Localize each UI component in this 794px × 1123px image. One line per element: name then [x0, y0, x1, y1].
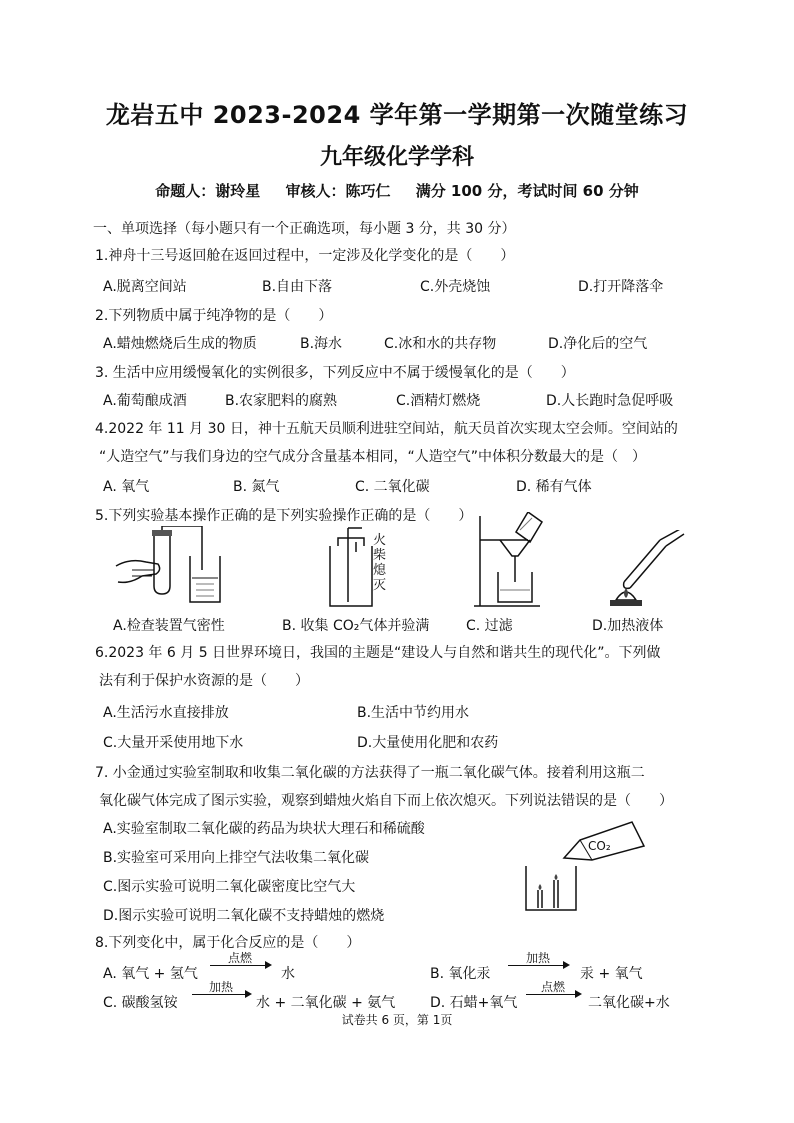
- q5-option-b: B. 收集 CO₂气体并验满: [282, 618, 430, 634]
- q3-option-a: A.葡萄酿成酒: [103, 393, 187, 409]
- q7-option-d: D.图示实验可说明二氧化碳不支持蜡烛的燃烧: [103, 908, 385, 924]
- page-footer: 试卷共 6 页，第 1页: [341, 1013, 453, 1027]
- q4-option-c: C. 二氧化碳: [355, 479, 430, 495]
- co2-bottle-label: CO₂: [588, 839, 611, 853]
- reaction-arrow-icon: [210, 965, 270, 966]
- author: 命题人：谢玲星: [155, 182, 261, 200]
- q3-stem: 3. 生活中应用缓慢氧化的实例很多，下列反应中不属于缓慢氧化的是（ ）: [95, 365, 575, 381]
- q8-option-c-right: 水 + 二氧化碳 + 氨气: [256, 995, 396, 1011]
- q8-option-d-arrow: [526, 980, 580, 995]
- q6-stem-line2: 法有利于保护水资源的是（ ）: [99, 673, 309, 689]
- exam-meta: [0, 180, 794, 201]
- q8-option-d-right: 二氧化碳+水: [588, 995, 670, 1011]
- q4-option-b: B. 氮气: [233, 479, 280, 495]
- co2-candle-figure: [520, 820, 660, 916]
- q6-option-d: D.大量使用化肥和农药: [357, 735, 499, 751]
- q2-stem: 2.下列物质中属于纯净物的是（ ）: [95, 308, 333, 324]
- match-extinguished-label: 火柴熄灭: [373, 533, 387, 593]
- q4-option-d: D. 稀有气体: [516, 479, 592, 495]
- q8-option-a-left: A. 氧气 + 氢气: [103, 966, 198, 982]
- q7-option-c: C.图示实验可说明二氧化碳密度比空气大: [103, 879, 356, 895]
- q4-option-a: A. 氧气: [103, 479, 150, 495]
- q5-option-c: C. 过滤: [466, 618, 513, 634]
- exam-title: 龙岩五中 2023-2024 学年第一学期第一次随堂练习: [105, 101, 689, 129]
- q8-option-a-condition: 点燃: [227, 951, 252, 965]
- reaction-arrow-icon: [508, 965, 568, 966]
- q1-option-a: A.脱离空间站: [103, 279, 187, 295]
- filtration-figure: [470, 512, 556, 612]
- q5-option-a: A.检查装置气密性: [113, 618, 225, 634]
- q1-option-d: D.打开降落伞: [578, 279, 664, 295]
- airtightness-check-figure: [112, 526, 232, 608]
- reaction-arrow-icon: [192, 994, 250, 995]
- heating-liquid-figure: [604, 530, 688, 610]
- q4-stem-line2: “人造空气”与我们身边的空气成分含量基本相同，“人造空气”中体积分数最大的是（ ）: [99, 449, 647, 465]
- section-heading: 一、单项选择（每小题只有一个正确选项，每小题 3 分，共 30 分）: [93, 221, 516, 237]
- q6-stem-line1: 6.2023 年 6 月 5 日世界环境日，我国的主题是“建设人与自然和谐共生的现代化”。下列做: [95, 645, 661, 661]
- q8-option-d-left: D. 石蜡+氧气: [430, 995, 518, 1011]
- reaction-arrow-icon: [526, 994, 580, 995]
- q2-option-c: C.冰和水的共存物: [384, 336, 497, 352]
- q8-option-d-condition: 点燃: [540, 980, 565, 994]
- q7-option-b: B.实验室可采用向上排空气法收集二氧化碳: [103, 850, 370, 866]
- q1-option-c: C.外壳烧蚀: [420, 279, 491, 295]
- q1-stem: 1.神舟十三号返回舱在返回过程中，一定涉及化学变化的是（ ）: [95, 248, 515, 264]
- exam-subtitle: 九年级化学学科: [319, 145, 474, 170]
- q6-option-a: A.生活污水直接排放: [103, 705, 229, 721]
- q7-option-a: A.实验室制取二氧化碳的药品为块状大理石和稀硫酸: [103, 821, 425, 837]
- q8-option-a-arrow: [210, 951, 270, 966]
- q8-option-b-arrow: [508, 951, 568, 966]
- q8-option-c-left: C. 碳酸氢铵: [103, 995, 178, 1011]
- q8-option-b-condition: 加热: [525, 951, 550, 965]
- q3-option-b: B.农家肥料的腐熟: [225, 393, 338, 409]
- q8-option-c-arrow: [192, 980, 250, 995]
- q6-option-c: C.大量开采使用地下水: [103, 735, 244, 751]
- q8-option-a-right: 水: [281, 966, 295, 982]
- q7-stem-line2: 氧化碳气体完成了图示实验，观察到蜡烛火焰自下而上依次熄灭。下列说法错误的是（ ）: [99, 793, 673, 809]
- q8-stem: 8.下列变化中，属于化合反应的是（ ）: [95, 935, 361, 951]
- q5-option-d: D.加热液体: [592, 618, 664, 634]
- q3-option-c: C.酒精灯燃烧: [396, 393, 481, 409]
- q6-option-b: B.生活中节约用水: [357, 705, 470, 721]
- q2-option-a: A.蜡烛燃烧后生成的物质: [103, 336, 257, 352]
- score-time: 满分 100 分，考试时间 60 分钟: [415, 182, 639, 200]
- q8-option-b-left: B. 氧化汞: [430, 966, 491, 982]
- q7-stem-line1: 7. 小金通过实验室制取和收集二氧化碳的方法获得了一瓶二氧化碳气体。接着利用这瓶二: [95, 765, 645, 781]
- q4-stem-line1: 4.2022 年 11 月 30 日，神十五航天员顺利进驻空间站，航天员首次实现太空会师。空间站的: [95, 421, 678, 437]
- reviewer: 审核人：陈巧仁: [285, 182, 391, 200]
- q3-option-d: D.人长跑时急促呼吸: [546, 393, 674, 409]
- q8-option-c-condition: 加热: [208, 980, 233, 994]
- q5-stem: 5.下列实验基本操作正确的是下列实验操作正确的是（ ）: [95, 508, 473, 524]
- q1-option-b: B.自由下落: [262, 279, 333, 295]
- q8-option-b-right: 汞 + 氧气: [580, 966, 643, 982]
- q2-option-d: D.净化后的空气: [548, 336, 648, 352]
- q2-option-b: B.海水: [300, 336, 343, 352]
